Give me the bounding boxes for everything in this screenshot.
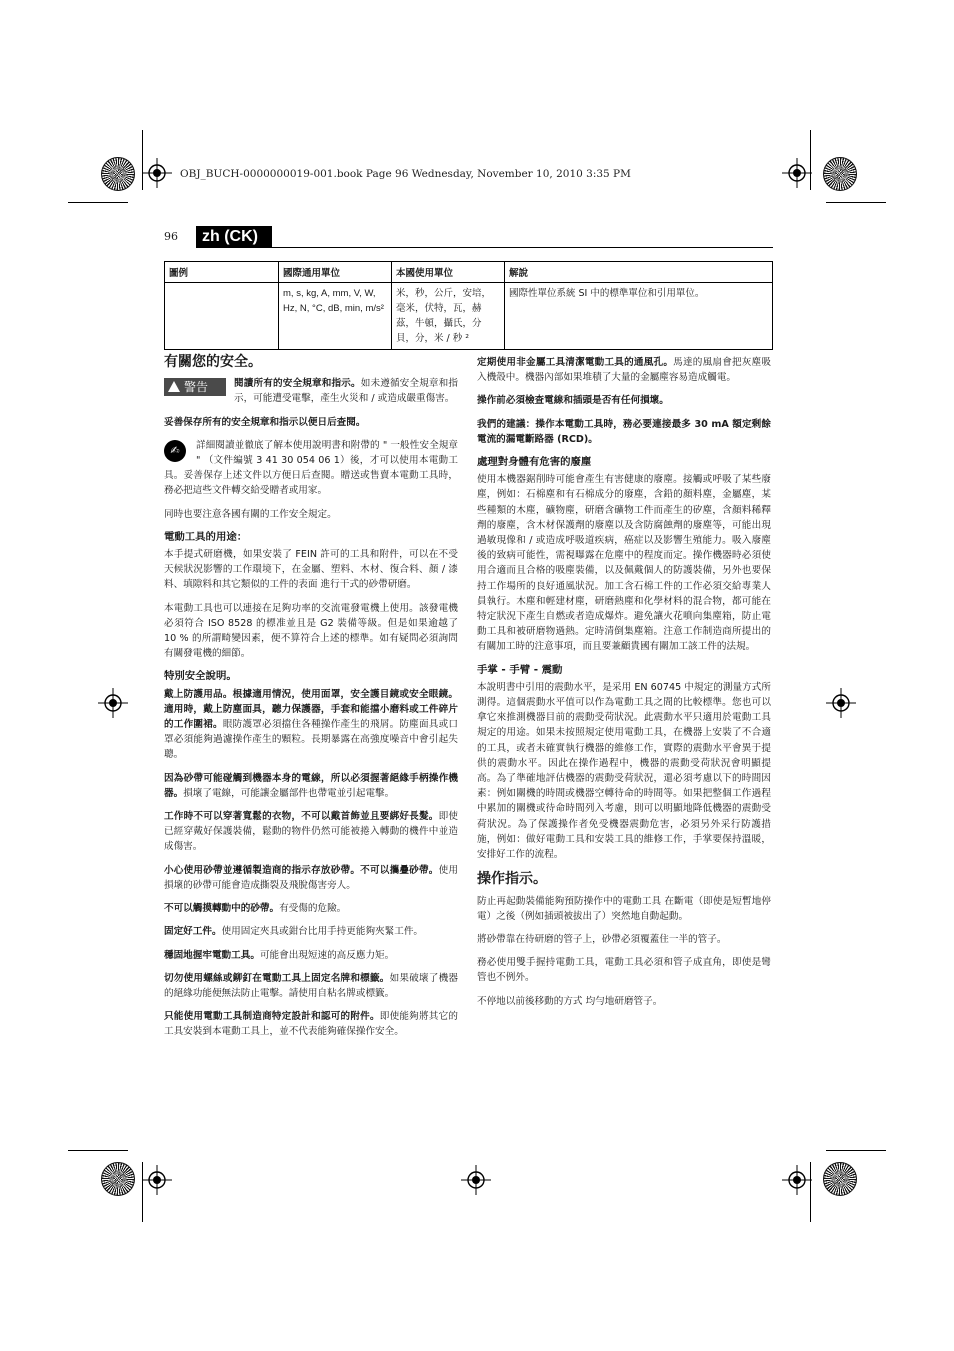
safety-item-bold: 小心使用砂帶並遵循製造商的指示存放砂帶。不可以攜疊砂帶。	[164, 864, 439, 876]
safety-item-text: 眼防護罩必須擋住各種操作產生的飛屑。防塵面具或口罩必須能夠過濾操作產生的顆粒。長期暴露在高強度噪音中會引起失聰。	[164, 719, 459, 761]
keep-instructions-text: 妥善保存所有的安全規章和指示以便日后查閱。	[164, 416, 366, 428]
table-header-cell: 圖例	[165, 262, 279, 283]
warning-text: 如未遵循安全規章和指示，可能遭受電擊，產生火災和 / 或造成嚴重傷害。	[234, 378, 459, 405]
safety-item-text: 馬達的風扇會把灰塵吸入機殼中。機器內部如果堆積了大量的金屬塵容易造成觸電。	[477, 357, 772, 384]
registration-crosshair-icon	[826, 688, 856, 718]
intended-use-heading: 電動工具的用途：	[164, 530, 248, 543]
page-number: 96	[164, 230, 178, 243]
table-row	[165, 283, 773, 350]
work-safety-text: 同時也要注意各國有關的工作安全規定。	[164, 508, 337, 520]
warning-badge	[164, 378, 226, 396]
operating-paragraph: 將砂帶靠在待研磨的管子上，砂帶必須覆蓋住一半的管子。	[477, 933, 727, 945]
operating-paragraph: 防止再起動裝備能夠預防操作中的電動工具 在斷電（即使是短暫地停電）之後（例如插頭被拔出了）突然地自動起動。	[477, 895, 771, 922]
crop-mark	[68, 202, 128, 203]
table-header-cell: 國際通用單位	[279, 262, 392, 283]
safety-item-text: 使用損壞的砂帶可能會造成撕裂及飛脫傷害旁人。	[164, 864, 459, 891]
units-table	[164, 261, 773, 350]
manual-block	[164, 438, 458, 499]
vibration-paragraph: 本說明書中引用的震動水平，是采用 EN 60745 中規定的測量方式所測得。這個震動水平值可以作為電動工具之間的比較標準。您也可以拿它來推測機器目前的震動受荷狀況。此震動水平只適用於電動工具規定的用途。如果未按照規定使用電動工具，在機器上安裝了不合適的工具，或者未確實執行機器的維修工作，實際的震動水平會異于提供的震動水平。因此在操作過程中，機器的震動受荷狀況會明顯提高。為了準確地評估機器的震動受荷狀況，還必須考慮以下的時間因素：例如關機的時間或機器空轉待命的時間等。如果把整個工作過程中累加的關機或待命時間列入考慮，則可以明顯地降低機器的震動受荷狀況。為了保護操作者免受機器震動危害，必須另外采行防護措施，例如：做好電動工具和安裝工具的維修工作，手掌要保持溫暖，安排好工作的流程。	[477, 681, 771, 861]
safety-item-text: 即使能夠將其它的工具安裝到本電動工具上，並不代表能夠確保操作安全。	[164, 1011, 459, 1038]
operating-instructions-title: 操作指示。	[477, 871, 547, 888]
table-header-row	[165, 262, 773, 283]
table-header-cell: 解說	[505, 262, 773, 283]
table-cell	[165, 283, 279, 350]
intended-use-paragraph: 本電動工具也可以連接在足夠功率的交流電發電機上使用。該發電機必須符合 ISO 8528 的標准並且是 G2 裝備等級。但是如果逾越了 10 % 的所謂畸變因素，便不算符合上述的標準。如有疑問必須詢問有關發電機的細節。	[164, 602, 458, 660]
section-title: 有關您的安全。	[164, 354, 262, 370]
table-cell: 國際性單位系統 SI 中的標準單位和引用單位。	[505, 283, 773, 350]
safety-item-bold: 切勿使用螺絲或鉚釘在電動工具上固定名牌和標籤。	[164, 972, 390, 984]
rcd-recommendation: 我們的建議：操作本電動工具時，務必要連接最多 30 mA 額定剩餘電流的漏電斷路器 (RCD)。	[477, 418, 771, 445]
safety-item-bold: 不可以觸摸轉動中的砂帶。	[164, 903, 280, 915]
vibration-heading: 手掌 - 手臂 - 震動	[477, 663, 563, 676]
registration-crosshair-icon	[461, 1165, 491, 1195]
warning-label: 警告	[184, 380, 209, 395]
dust-heading: 處理對身體有危害的廢塵	[477, 456, 592, 469]
manual-text: 詳細閱讀並徹底了解本使用說明書和附帶的 " 一般性安全規章 " （文件編號 3 41 30 054 06 1）後，才可以使用本電動工具。妥善保存上述文件以方便日后查閱。贈送或售賣本電動工具時，務必把這些文件轉交給受贈者或用家。	[164, 439, 458, 497]
safety-item	[164, 687, 458, 763]
safety-item	[164, 924, 458, 939]
safety-item	[164, 863, 458, 893]
safety-item	[164, 971, 458, 1001]
safety-item-bold: 只能使用電動工具制造商特定設計和認可的附件。	[164, 1011, 380, 1023]
book-file-header: OBJ_BUCH-0000000019-001.book Page 96 Wednesday, November 10, 2010 3:35 PM	[180, 168, 631, 180]
table-header-cell: 本國使用單位	[392, 262, 505, 283]
color-registration-wheel-icon	[101, 1162, 135, 1196]
registration-crosshair-icon	[142, 158, 172, 188]
crop-mark	[826, 1150, 886, 1151]
intended-use-paragraph: 本手提式研磨機，如果安裝了 FEIN 許可的工具和附件，可以在不受天候狀況影響的工作環境下，在金屬、塑料、木材、復合料、顏 / 漆料、填隙料和其它類似的工件的表面 進行干式的砂帶研磨。	[164, 549, 458, 591]
operating-paragraph: 務必使用雙手握持電動工具，電動工具必須和管子成直角，即使是彎管也不例外。	[477, 957, 771, 984]
right-column	[477, 355, 771, 1017]
safety-item-text: 有受傷的危險。	[279, 903, 347, 915]
crop-mark	[68, 1150, 128, 1151]
safety-item-bold: 因為砂帶可能碰觸到機器本身的電線，所以必須握著絕緣手柄操作機器。	[164, 772, 458, 799]
table-cell: m, s, kg, A, mm, V, W, Hz, N, °C, dB, min, m/s²	[279, 283, 392, 350]
registration-crosshair-icon	[142, 1165, 172, 1195]
color-registration-wheel-icon	[823, 157, 857, 191]
safety-item	[164, 948, 458, 963]
safety-item	[164, 809, 458, 855]
registration-crosshair-icon	[782, 1165, 812, 1195]
special-safety-heading: 特別安全說明。	[164, 670, 237, 683]
safety-item-bold: 定期使用非金屬工具清潔電動工具的通風孔。	[477, 357, 674, 368]
language-badge: zh (CK)	[196, 226, 272, 248]
crop-mark	[826, 202, 886, 203]
safety-item-bold: 戴上防護用品。根據適用情況，使用面罩，安全護目鏡或安全眼鏡。適用時，戴上防塵面具，聽力保護器，手套和能擋小磨料或工件碎片的工作圍裙。	[164, 688, 458, 731]
header-rule	[196, 247, 773, 248]
read-manual-icon: ✍	[164, 440, 186, 462]
operating-paragraph: 不停地以前後移動的方式 均勻地研磨管子。	[477, 995, 663, 1007]
color-registration-wheel-icon	[823, 1162, 857, 1196]
safety-item-bold: 操作前必須檢查電線和插頭是否有任何損壞。	[477, 395, 669, 407]
safety-item-bold: 固定好工件。	[164, 926, 222, 938]
safety-item-text: 可能會出現短速的高反應力矩。	[259, 949, 395, 961]
safety-item	[477, 355, 771, 385]
safety-item-text: 使用固定夾具或鉗台比用手持更能夠夾緊工件。	[221, 926, 424, 938]
safety-item-text: 即使已經穿戴好保護裝備，鬆動的物件仍然可能被捲入轉動的機件中並造成傷害。	[164, 811, 459, 853]
registration-crosshair-icon	[98, 688, 128, 718]
safety-item	[164, 1009, 458, 1039]
safety-item	[164, 901, 458, 916]
warning-block	[164, 376, 458, 406]
safety-item	[164, 771, 458, 801]
left-column	[164, 355, 458, 1048]
safety-item-bold: 工作時不可以穿著寬鬆的衣物，不可以戴首飾並且要綁好長髮。	[164, 811, 439, 823]
safety-item-text: 如果破壞了機器的絕緣功能便無法防止電擊。請使用自粘名牌或標籤。	[164, 972, 459, 999]
warning-triangle-icon	[168, 381, 180, 392]
safety-item-text: 損壞了電線，可能讓金屬部件也帶電並引起電擊。	[183, 787, 395, 799]
safety-item-bold: 穩固地握牢電動工具。	[164, 949, 260, 961]
color-registration-wheel-icon	[101, 157, 135, 191]
dust-paragraph: 使用本機器鋸削時可能會產生有害健康的廢塵。接觸或呼吸了某些廢塵，例如：石棉塵和有石棉成分的廢塵，含鉛的顏料塵，金屬塵，某些種類的木塵，礦物塵，研磨含礦物工件而產生的矽塵，含顏料稀釋劑的廢塵，含木材保護劑的廢塵以及含防腐蝕劑的廢塵等，可能出現過敏現像和 / 或造成呼吸道疾病，癌症以及影響生殖能力。吸入廢塵後的致病可能性，需視曝露在危塵中的程度而定。操作機器時必須使用合適而且合格的吸塵裝備，以及佩戴個人的防護裝備，另外也要保持工作場所的良好通風狀況。加工含石棉工件的工作必須交給專業人員執行。木塵和輕建材塵，研磨熱塵和化學材料的混合物，都可能在特定狀況下產生自燃或者造成爆炸。避免讓火花噴向集塵箱，防止電動工具和被研磨物過熱。定時清倒集塵箱。注意工作制造商所提出的有關加工時的注意事項，而且要兼顧貴國有關加工該工件的法規。	[477, 474, 771, 653]
table-cell: 米，秒，公斤，安培，毫米，伏特，瓦，赫茲，牛頓，攝氏，分貝，分，米 / 秒 ²	[392, 283, 505, 350]
registration-crosshair-icon	[782, 158, 812, 188]
warning-bold-text: 閱讀所有的安全規章和指示。	[234, 378, 361, 390]
